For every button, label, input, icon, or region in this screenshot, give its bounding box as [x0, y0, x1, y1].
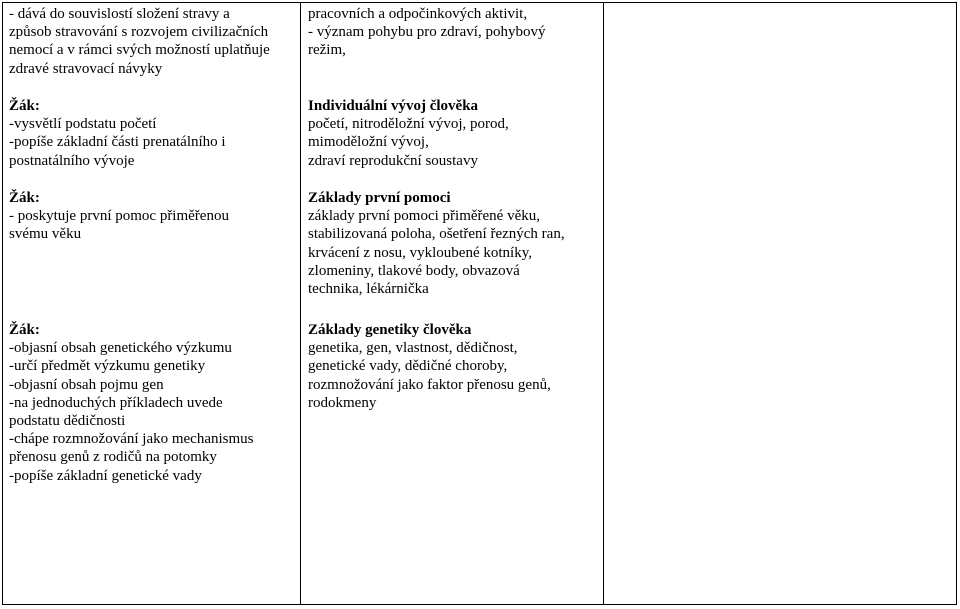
- pupil-label: Žák:: [9, 190, 40, 206]
- outcome-block-nutrition: [9, 5, 296, 78]
- text-line: - dává do souvislostí složení stravy a: [9, 6, 230, 22]
- section-heading: Základy genetiky člověka: [308, 322, 472, 338]
- text-line: svému věku: [9, 226, 82, 243]
- text-line: -objasní obsah pojmu gen: [9, 376, 164, 393]
- content-block-first-aid: [308, 189, 599, 298]
- text-line: -popíše základní genetické vady: [9, 467, 202, 484]
- curriculum-table: [2, 2, 957, 605]
- text-line: krvácení z nosu, vykloubené kotníky,: [308, 244, 532, 261]
- text-line: mimoděložní vývoj,: [308, 134, 429, 151]
- text-line: stabilizovaná poloha, ošetření řezných ran,: [308, 226, 565, 243]
- text-line: genetické vady, dědičné choroby,: [308, 358, 508, 375]
- text-line: nemocí a v rámci svých možností uplatňuje: [9, 42, 270, 59]
- outcome-block-development: [9, 97, 296, 170]
- text-line: rozmnožování jako faktor přenosu genů,: [308, 376, 551, 393]
- text-line: zdraví reprodukční soustavy: [308, 152, 478, 169]
- text-line: základy první pomoci přiměřené věku,: [308, 208, 541, 225]
- text-line: podstatu dědičnosti: [9, 413, 126, 430]
- text-line: - poskytuje první pomoc přiměřenou: [9, 208, 229, 225]
- text-line: zdravé stravovací návyky: [9, 60, 163, 77]
- text-line: -chápe rozmnožování jako mechanismus: [9, 431, 254, 448]
- text-line: rodokmeny: [308, 394, 377, 411]
- outcome-block-genetics: [9, 321, 296, 485]
- text-line: pracovních a odpočinkových aktivit,: [308, 6, 528, 22]
- text-line: technika, lékárnička: [308, 281, 429, 298]
- content-column: [301, 3, 604, 604]
- pupil-label: Žák:: [9, 322, 40, 338]
- text-line: zlomeniny, tlakové body, obvazová: [308, 262, 520, 279]
- text-line: -na jednoduchých příkladech uvede: [9, 394, 223, 411]
- text-line: -vysvětlí podstatu početí: [9, 116, 157, 133]
- pupil-label: Žák:: [9, 98, 40, 114]
- text-line: -určí předmět výzkumu genetiky: [9, 358, 206, 375]
- section-heading: Individuální vývoj člověka: [308, 98, 479, 114]
- text-line: -popíše základní části prenatálního i: [9, 134, 226, 151]
- text-line: -objasní obsah genetického výzkumu: [9, 340, 232, 357]
- text-line: přenosu genů z rodičů na potomky: [9, 449, 217, 466]
- text-line: početí, nitroděložní vývoj, porod,: [308, 116, 509, 133]
- text-line: postnatálního vývoje: [9, 152, 135, 169]
- section-heading: Základy první pomoci: [308, 190, 451, 206]
- text-line: genetika, gen, vlastnost, dědičnost,: [308, 340, 518, 357]
- notes-column: [604, 3, 956, 604]
- text-line: - význam pohybu pro zdraví, pohybový: [308, 24, 546, 41]
- text-line: režim,: [308, 42, 346, 59]
- outcomes-column: [3, 3, 301, 604]
- content-block-development: [308, 97, 599, 170]
- text-line: způsob stravování s rozvojem civilizačních: [9, 24, 269, 41]
- content-block-genetics: [308, 321, 599, 412]
- outcome-block-first-aid: [9, 189, 296, 244]
- content-block-activity: [308, 5, 599, 60]
